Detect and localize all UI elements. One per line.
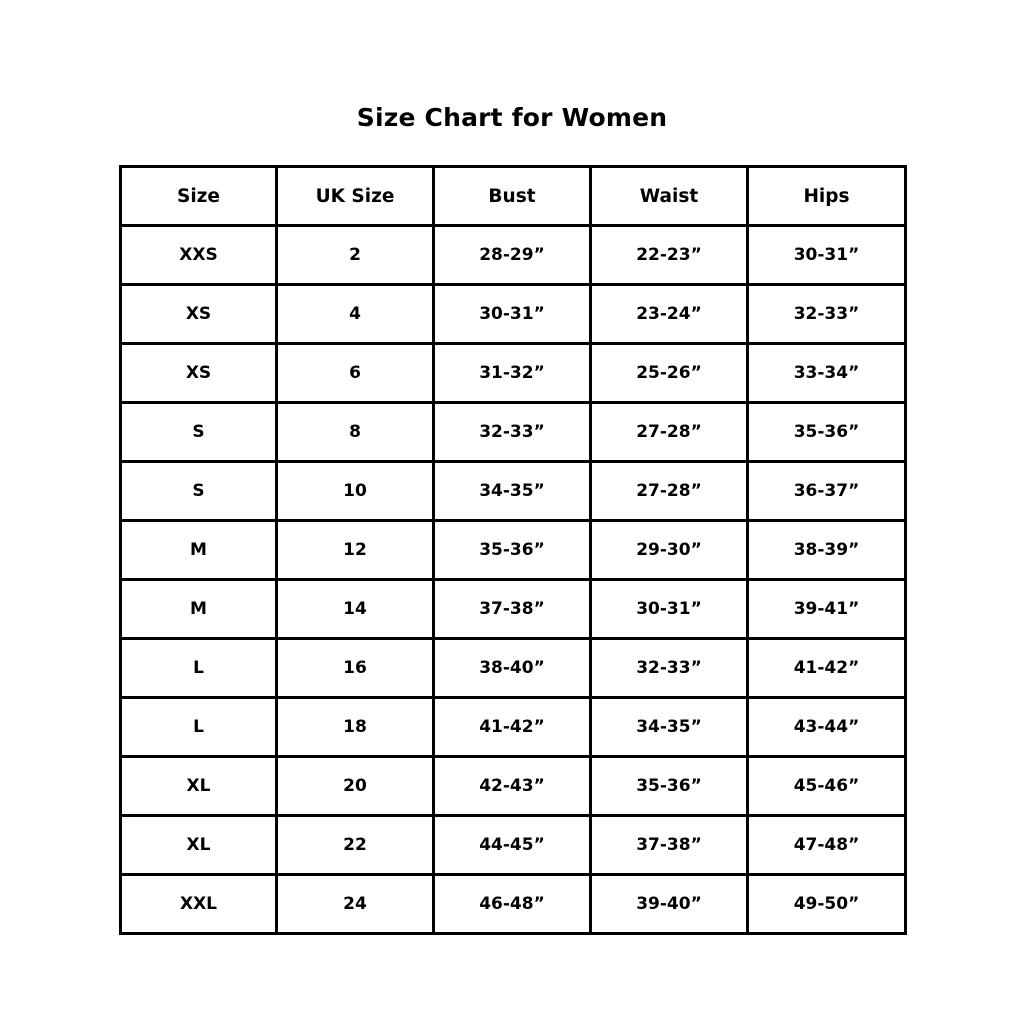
cell-uk-size: 4 [277,285,434,344]
cell-bust: 44-45” [434,816,591,875]
table-row [121,580,906,639]
table-row [121,403,906,462]
cell-uk-size: 2 [277,226,434,285]
cell-bust: 32-33” [434,403,591,462]
table-row [121,226,906,285]
column-header-uk-size: UK Size [277,167,434,226]
table-row [121,285,906,344]
cell-size: XL [121,757,277,816]
table-header-row [121,167,906,226]
table-row [121,816,906,875]
cell-uk-size: 18 [277,698,434,757]
cell-hips: 36-37” [748,462,906,521]
cell-bust: 31-32” [434,344,591,403]
cell-waist: 39-40” [591,875,748,934]
table-row [121,698,906,757]
cell-hips: 32-33” [748,285,906,344]
table-row [121,757,906,816]
cell-waist: 27-28” [591,403,748,462]
size-chart-table-container [119,165,904,935]
cell-waist: 32-33” [591,639,748,698]
cell-size: XS [121,344,277,403]
cell-bust: 38-40” [434,639,591,698]
cell-bust: 35-36” [434,521,591,580]
cell-size: S [121,403,277,462]
cell-uk-size: 16 [277,639,434,698]
table-body [121,226,906,934]
table-row [121,639,906,698]
cell-hips: 33-34” [748,344,906,403]
size-chart-table [119,165,907,935]
cell-size: M [121,580,277,639]
table-row [121,875,906,934]
column-header-bust: Bust [434,167,591,226]
cell-uk-size: 22 [277,816,434,875]
cell-hips: 47-48” [748,816,906,875]
cell-waist: 23-24” [591,285,748,344]
cell-hips: 30-31” [748,226,906,285]
cell-size: S [121,462,277,521]
cell-waist: 34-35” [591,698,748,757]
page-title: Size Chart for Women [356,103,668,132]
table-row [121,344,906,403]
cell-uk-size: 24 [277,875,434,934]
cell-hips: 49-50” [748,875,906,934]
cell-uk-size: 6 [277,344,434,403]
cell-uk-size: 8 [277,403,434,462]
cell-size: XXS [121,226,277,285]
cell-hips: 41-42” [748,639,906,698]
cell-uk-size: 20 [277,757,434,816]
column-header-size: Size [121,167,277,226]
cell-bust: 41-42” [434,698,591,757]
cell-size: XXL [121,875,277,934]
cell-size: M [121,521,277,580]
column-header-waist: Waist [591,167,748,226]
cell-waist: 25-26” [591,344,748,403]
cell-hips: 38-39” [748,521,906,580]
cell-hips: 45-46” [748,757,906,816]
cell-bust: 37-38” [434,580,591,639]
cell-size: XS [121,285,277,344]
cell-uk-size: 14 [277,580,434,639]
cell-hips: 35-36” [748,403,906,462]
column-header-hips: Hips [748,167,906,226]
cell-waist: 30-31” [591,580,748,639]
cell-waist: 35-36” [591,757,748,816]
cell-waist: 37-38” [591,816,748,875]
cell-bust: 46-48” [434,875,591,934]
cell-uk-size: 12 [277,521,434,580]
cell-size: XL [121,816,277,875]
cell-size: L [121,639,277,698]
cell-waist: 29-30” [591,521,748,580]
table-row [121,521,906,580]
cell-bust: 42-43” [434,757,591,816]
table-header [121,167,906,226]
cell-size: L [121,698,277,757]
cell-uk-size: 10 [277,462,434,521]
cell-hips: 39-41” [748,580,906,639]
cell-bust: 28-29” [434,226,591,285]
table-row [121,462,906,521]
cell-hips: 43-44” [748,698,906,757]
cell-waist: 27-28” [591,462,748,521]
cell-bust: 34-35” [434,462,591,521]
cell-waist: 22-23” [591,226,748,285]
cell-bust: 30-31” [434,285,591,344]
